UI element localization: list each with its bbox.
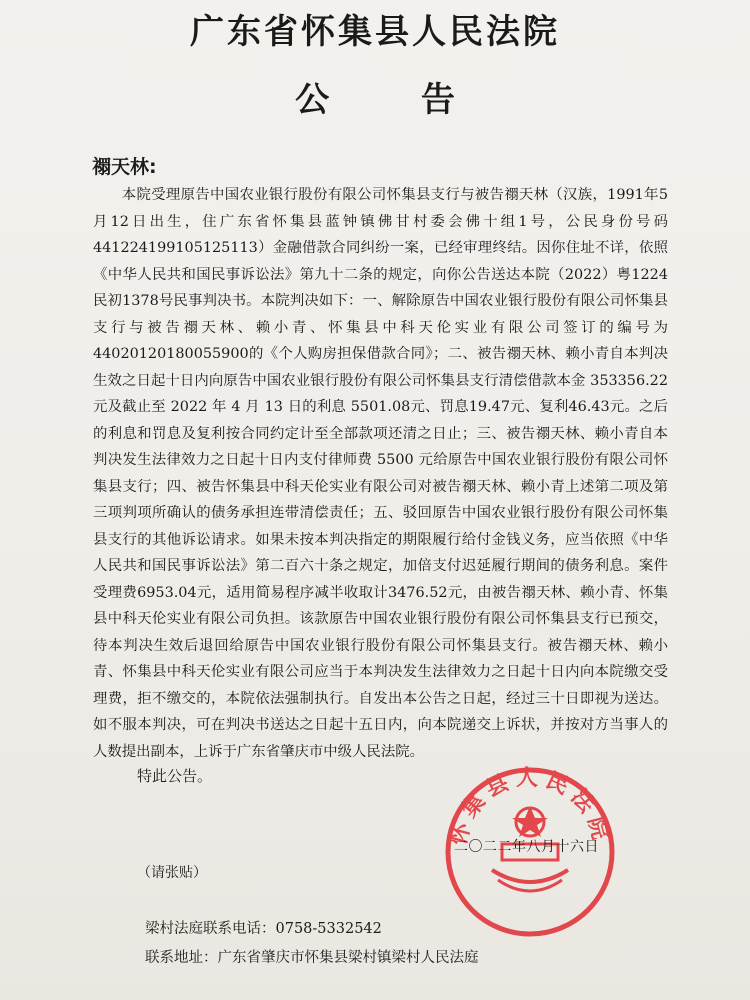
notice-heading: 公 告 (295, 80, 495, 120)
notice-body: 本院受理原告中国农业银行股份有限公司怀集县支行与被告禤天林（汉族，1991年5月12日出生，住广东省怀集县蓝钟镇佛甘村委会佛十组1号，公民身份号码 441224199105125113）金融借款合同纠纷一案，已经审理终结。因你住址不详，依照《中华人民共和国民事诉讼法》第九十二条的规定，向你公告送达本院（2022）粤1224民初1378号民事判决书。本院判决如下：一、解除原告中国农业银行股份有限公司怀集县支行与被告禤天林、赖小青、怀集县中科天伦实业有限公司签订的编号为44020120180055900的《个人购房担保借款合同》；二、被告禤天林、赖小青自本判决生效之日起十日内向原告中国农业银行股份有限公司怀集县支行清偿借款本金 353356.22 元及截止至 2022 年 4 月 13 日的利息 5501.08元、罚息19.47元、复利46.43元。之后的利息和罚息及复利按合同约定计至全部款项还清之日止；三、被告禤天林、赖小青自本判决发生法律效力之日起十日内支付律师费 5500 元给原告中国农业银行股份有限公司怀集县支行；四、被告怀集县中科天伦实业有限公司对被告禤天林、赖小青上述第二项及第三项判项所确认的债务承担连带清偿责任；五、驳回原告中国农业银行股份有限公司怀集县支行的其他诉讼请求。如果未按本判决指定的期限履行给付金钱义务，应当依照《中华人民共和国民事诉讼法》第二百六十条之规定，加倍支付迟延履行期间的债务利息。案件受理费6953.04元，适用简易程序减半收取计3476.52元，由被告禤天林、赖小青、怀集县中科天伦实业有限公司负担。该款原告中国农业银行股份有限公司怀集县支行已预交，待本判决生效后退回给原告中国农业银行股份有限公司怀集县支行。被告禤天林、赖小青、怀集县中科天伦实业有限公司应当于本判决发生法律效力之日起十日内向本院缴交受理费，拒不缴交的，本院依法强制执行。自发出本公告之日起，经过三十日即视为送达。如不服本判决，可在判决书送达之日起十五日内，向本院递交上诉状，并按对方当事人的人数提出副本，上诉于广东省肇庆市中级人民法院。 (93, 187, 668, 760)
court-name-heading: 广东省怀集县人民法院 (190, 12, 560, 52)
addressee: 禤天林: (92, 156, 157, 178)
closing-remark: 特此公告。 (137, 767, 213, 785)
svg-text:怀集县人民法院: 怀集县人民法院 (446, 766, 614, 848)
notice-date: 二〇二二年八月十六日 (454, 839, 599, 855)
contact-address: 联系地址：广东省肇庆市怀集县梁村镇梁村人民法庭 (145, 950, 479, 966)
posting-note: （请张贴） (137, 865, 207, 881)
contact-phone: 梁村法庭联系电话：0758-5332542 (145, 921, 382, 937)
